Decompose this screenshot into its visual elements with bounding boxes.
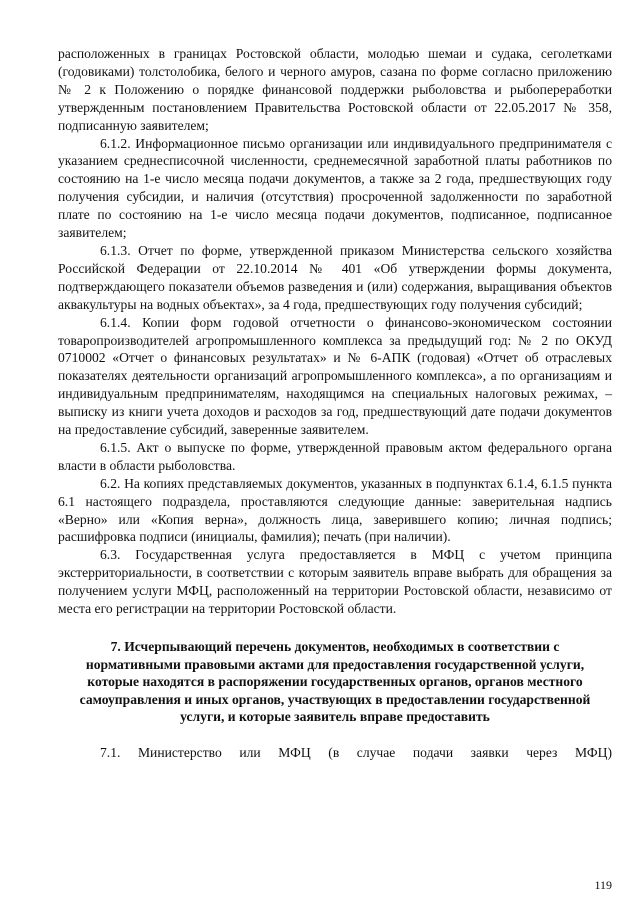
paragraph-continuation: расположенных в границах Ростовской области, молодью шемаи и судака, сеголетками (годовиками) толстолобика, белого и черного амуров, сазана по форме согласно приложению № 2 к Положению о порядке финансовой поддержки рыболовства и рыбопереработки утвержденным постановлением Правительства Ростовской области от 22.05.2017 № 358, подписанную заявителем; (58, 46, 612, 133)
paragraph-6-1-4: 6.1.4. Копии форм годовой отчетности о финансово-экономическом состоянии товаропроизводителей агропромышленного комплекса за предыдущий год: № 2 по ОКУД 0710002 «Отчет о финансовых результатах» и № 6-АПК (годовая) «Отчет об отраслевых показателях деятельности организаций агропромышленного комплекса», а по организациям и индивидуальным предпринимателям, находящимся на специальных налоговых режимах, – выписку из книги учета доходов и расходов за год, предшествующий дате подачи документов на предоставление субсидий, заверенные заявителем. (58, 314, 612, 438)
paragraph-6-1-5: 6.1.5. Акт о выпуске по форме, утвержденной правовым актом федерального органа власти в области рыболовства. (58, 439, 612, 473)
paragraph-6-1-3: 6.1.3. Отчет по форме, утвержденной приказом Министерства сельского хозяйства Российской Федерации от 22.10.2014 № 401 «Об утверждении формы документа, подтверждающего показатели объемов разведения и (или) содержания, выращивания объектов аквакультуры на водных объектах», за 4 года, предшествующих году получения субсидий; (58, 242, 612, 312)
page-number: 119 (594, 878, 612, 892)
paragraph-7-1: 7.1. Министерство или МФЦ (в случае подачи заявки через МФЦ) (100, 744, 612, 760)
paragraph-6-1-2: 6.1.2. Информационное письмо организации или индивидуального предпринимателя с указанием среднесписочной численности, среднемесячной заработной платы работников по состоянию на 1-е число месяца подачи документов, а также за 2 года, предшествующих году получения субсидии, и наличия (отсутствия) просроченной задолженности по заработной плате по состоянию на 1-е число месяца подачи документов, подписанное, подписанное заявителем; (58, 135, 612, 241)
section-heading: 7. Исчерпывающий перечень документов, необходимых в соответствии с нормативными правовыми актами для предоставления государственной услуги, которые находятся в распоряжении государственных органов, органов местного самоуправления и иных органов, участвующих в предоставлении государственной услуги, и которые заявитель вправе предоставить (79, 639, 591, 725)
paragraph-6-2: 6.2. На копиях представляемых документов, указанных в подпунктах 6.1.4, 6.1.5 пункта 6.1 настоящего подраздела, проставляются следующие данные: заверительная надпись «Верно» или «Копия верна», должность лица, заверившего копию; личная подпись; расшифровка подписи (инициалы, фамилия); печать (при наличии). (58, 475, 612, 545)
paragraph-6-3: 6.3. Государственная услуга предоставляется в МФЦ с учетом принципа экстерриториальности, в соответствии с которым заявитель вправе выбрать для обращения за получением услуги МФЦ, расположенный на территории Ростовской области, независимо от места его регистрации на территории Ростовской области. (58, 547, 612, 617)
